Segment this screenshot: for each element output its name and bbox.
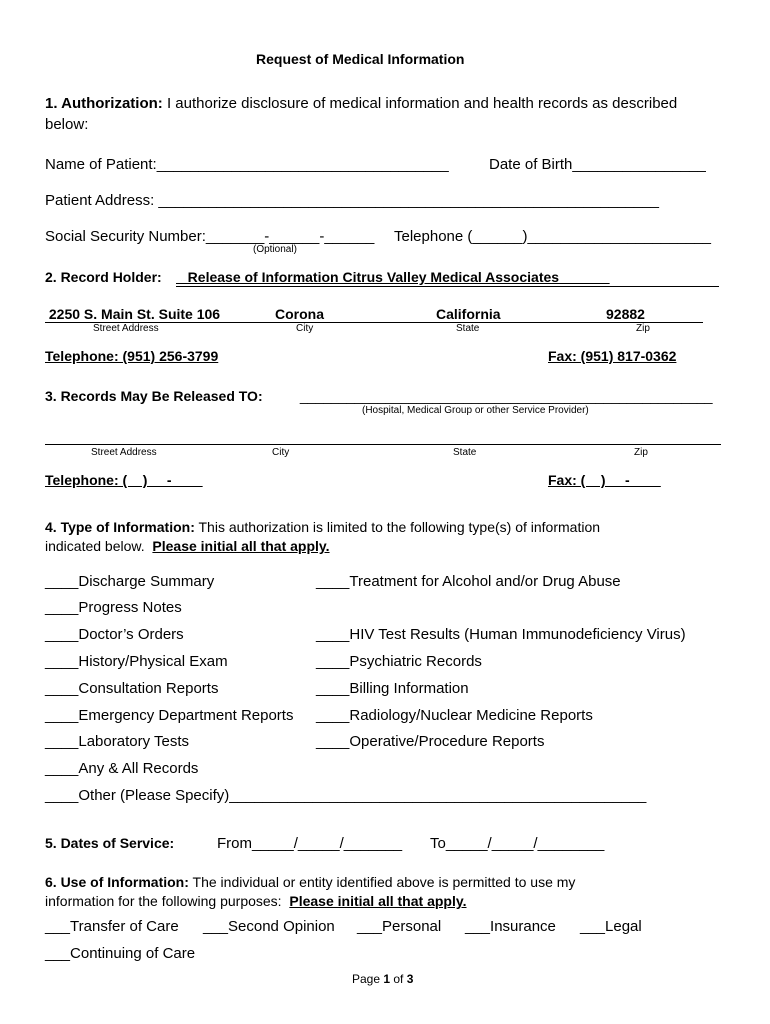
dates-of-service-heading: 5. Dates of Service: [45,835,175,851]
use-of-info-heading: 6. Use of Information: [45,874,189,890]
type-of-info-text-cont [45,539,330,553]
release-fax-field[interactable]: Fax: ( ) - [548,472,661,488]
info-item-hiv-test-results[interactable]: ____HIV Test Results (Human Immunodeficiency Virus) [316,626,686,643]
release-to-field[interactable]: _____________________________________________________ [296,388,713,404]
info-item-billing-information[interactable]: ____Billing Information [316,680,469,697]
state-label: State [456,323,480,334]
telephone-field[interactable]: Telephone (______)______________________ [394,228,711,245]
release-street-label: Street Address [91,447,157,458]
authorization-paragraph [45,96,677,111]
page-prefix: Page [352,972,384,986]
dates-to-field[interactable]: To_____/_____/________ [430,835,605,852]
type-of-info-text: This authorization is limited to the following type(s) of information [194,519,601,535]
release-city-label: City [272,447,290,458]
record-holder-fax: Fax: (951) 817-0362 [548,348,677,364]
record-holder-heading: 2. Record Holder: [45,269,162,285]
record-holder-underline [176,286,719,287]
release-to-address-field[interactable] [45,444,721,445]
info-item-progress-notes[interactable]: ____Progress Notes [45,599,182,616]
use-of-info-text: The individual or entity identified above is permitted to use my [188,874,576,890]
ssn-field[interactable]: Social Security Number:_______-______-______ [45,228,375,245]
page-total: 3 [406,972,414,986]
use-of-info-text-cont [45,894,467,908]
use-of-info-emphasis: Please initial all that apply. [289,893,467,909]
info-item-radiology[interactable]: ____Radiology/Nuclear Medicine Reports [316,707,593,724]
authorization-heading: 1. Authorization: [45,95,163,112]
type-of-info-emphasis: Please initial all that apply. [152,538,330,554]
page-title: Request of Medical Information [256,51,465,67]
release-to-heading: 3. Records May Be Released TO: [45,388,263,404]
info-item-operative-procedure[interactable]: ____Operative/Procedure Reports [316,733,545,750]
record-holder-name: Release of Information Citrus Valley Medical Associates [176,269,610,285]
type-of-info-heading: 4. Type of Information: [45,519,195,535]
use-of-info-text-line2: information for the following purposes: [45,893,290,909]
use-continuing-of-care[interactable]: ___Continuing of Care [45,945,196,962]
record-holder-state: California [436,306,501,322]
release-zip-label: Zip [634,447,648,458]
page-of: of [390,972,407,986]
record-holder-zip: 92882 [606,306,645,322]
city-label: City [296,323,314,334]
record-holder-telephone: Telephone: (951) 256-3799 [45,348,219,364]
type-of-info-paragraph [45,520,600,534]
record-holder-city: Corona [275,306,324,322]
dates-from-field[interactable]: From_____/_____/_______ [217,835,403,852]
zip-label: Zip [636,323,650,334]
release-telephone-field[interactable]: Telephone: ( ) - [45,472,203,488]
use-personal[interactable]: ___Personal [357,918,442,935]
use-insurance[interactable]: ___Insurance [465,918,556,935]
page-number [352,973,413,985]
use-second-opinion[interactable]: ___Second Opinion [203,918,335,935]
use-transfer-of-care[interactable]: ___Transfer of Care [45,918,179,935]
info-item-laboratory-tests[interactable]: ____Laboratory Tests [45,733,189,750]
info-item-alcohol-drug-treatment[interactable]: ____Treatment for Alcohol and/or Drug Abuse [316,573,621,590]
ssn-optional-label: (Optional) [253,244,297,255]
info-item-emergency-department[interactable]: ____Emergency Department Reports [45,707,294,724]
use-of-info-paragraph [45,875,575,889]
use-legal[interactable]: ___Legal [580,918,642,935]
provider-label: (Hospital, Medical Group or other Service Provider) [362,405,589,416]
date-of-birth-field[interactable]: Date of Birth________________ [489,156,706,173]
info-item-history-physical[interactable]: ____History/Physical Exam [45,653,228,670]
authorization-text-cont: below: [45,116,89,133]
info-item-any-all-records[interactable]: ____Any & All Records [45,760,199,777]
patient-address-field[interactable]: Patient Address: ____________________________________________________________ [45,192,659,209]
type-of-info-text-line2: indicated below. [45,538,153,554]
info-item-doctors-orders[interactable]: ____Doctor’s Orders [45,626,184,643]
record-holder-street: 2250 S. Main St. Suite 106 [45,306,224,322]
authorization-text: I authorize disclosure of medical information and health records as described [162,95,678,112]
release-state-label: State [453,447,477,458]
info-item-psychiatric-records[interactable]: ____Psychiatric Records [316,653,482,670]
info-item-other[interactable]: ____Other (Please Specify)__________________________________________________ [45,787,647,804]
info-item-discharge-summary[interactable]: ____Discharge Summary [45,573,215,590]
page-current: 1 [383,972,391,986]
street-address-label: Street Address [93,323,159,334]
info-item-consultation-reports[interactable]: ____Consultation Reports [45,680,219,697]
name-of-patient-field[interactable]: Name of Patient:___________________________________ [45,156,449,173]
